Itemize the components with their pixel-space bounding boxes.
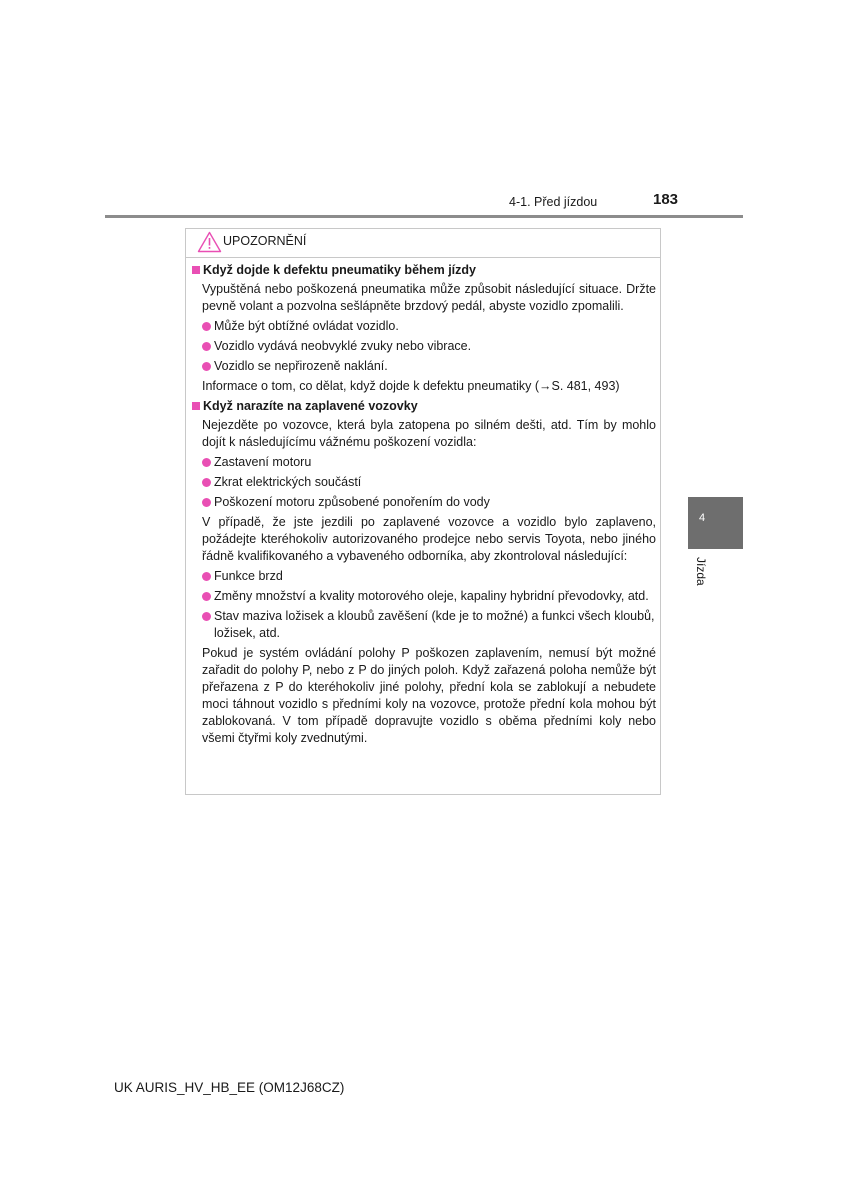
list-item [190, 338, 656, 355]
paragraph: Pokud je systém ovládání polohy P poškozen zaplavením, nemusí být možné zařadit do polohy P, nebo z P do jiných poloh. Když zařazená poloha nemůže být přeřazena z P do kteréhokoliv jiné polohy, přední kola se zablokují a nebudete moci táhnout vozidlo s předními koly na vozovce, protože přední kola mohou být zablokovaná. V tom případě dopravujte vozidlo s oběma předními koly nebo všemi čtyřmi koly zvednutými. [202, 646, 656, 745]
warning-header [186, 229, 660, 258]
list-item [190, 568, 656, 585]
warning-title: UPOZORNĚNÍ [223, 234, 307, 248]
paragraph: Vypuštěná nebo poškozená pneumatika může způsobit následující situace. Držte pevně volant a pozvolna sešlápněte brzdový pedál, abyste vozidlo zpomalili. [202, 282, 656, 313]
header-rule [105, 215, 743, 218]
pink-dot-icon [202, 498, 211, 507]
list-item [190, 358, 656, 375]
section-heading-text: Když dojde k defektu pneumatiky během jízdy [203, 263, 476, 277]
list-item-text: Zkrat elektrických součástí [214, 475, 362, 489]
page-number: 183 [653, 191, 679, 208]
reference-note: Informace o tom, co dělat, když dojde k defektu pneumatiky (→S. 481, 493) [202, 379, 620, 393]
pink-dot-icon [202, 572, 211, 581]
list-item-text: Funkce brzd [214, 569, 283, 583]
section-heading [190, 262, 656, 279]
list-item-text: Vozidlo vydává neobvyklé zvuky nebo vibrace. [214, 339, 472, 353]
paragraph: V případě, že jste jezdili po zaplavené vozovce a vozidlo bylo zaplaveno, požádejte kteréhokoliv autorizovaného prodejce nebo servis Toyota, nebo jiného řádně kvalifikovaného a vybaveného odborníka, aby zkontroloval následující: [202, 515, 656, 563]
list-item-text: Poškození motoru způsobené ponořením do vody [214, 495, 490, 509]
warning-body [190, 262, 656, 750]
pink-dot-icon [202, 592, 211, 601]
pink-square-icon [192, 402, 200, 410]
list-item [190, 494, 656, 511]
list-item-text: Změny množství a kvality motorového oleje, kapaliny hybridní převodovky, atd. [214, 589, 649, 603]
pink-square-icon [192, 266, 200, 274]
list-item [190, 474, 656, 491]
warning-triangle-icon [197, 231, 222, 253]
pink-dot-icon [202, 458, 211, 467]
list-item [190, 318, 656, 335]
list-item [190, 454, 656, 471]
list-item-text: Zastavení motoru [214, 455, 312, 469]
section-title: 4-1. Před jízdou [509, 195, 598, 209]
footer-model-code: UK AURIS_HV_HB_EE (OM12J68CZ) [114, 1080, 345, 1095]
pink-dot-icon [202, 612, 211, 621]
chapter-label: Jízda [694, 557, 708, 586]
section-heading-text: Když narazíte na zaplavené vozovky [203, 399, 418, 413]
pink-dot-icon [202, 322, 211, 331]
list-item [190, 608, 656, 642]
paragraph: Nejezděte po vozovce, která byla zatopena po silném dešti, atd. Tím by mohlo dojít k následujícímu vážnému poškození vozidla: [202, 418, 656, 449]
list-item-text: Stav maziva ložisek a kloubů zavěšení (kde je to možné) a funkci všech kloubů, ložisek, atd. [214, 609, 655, 640]
section-heading [190, 398, 656, 415]
list-item [190, 588, 656, 605]
pink-dot-icon [202, 478, 211, 487]
warning-box [185, 228, 661, 795]
chapter-number: 4 [699, 512, 706, 524]
pink-dot-icon [202, 362, 211, 371]
pink-dot-icon [202, 342, 211, 351]
list-item-text: Vozidlo se nepřirozeně naklání. [214, 359, 388, 373]
chapter-tab [688, 497, 743, 549]
list-item-text: Může být obtížné ovládat vozidlo. [214, 319, 399, 333]
